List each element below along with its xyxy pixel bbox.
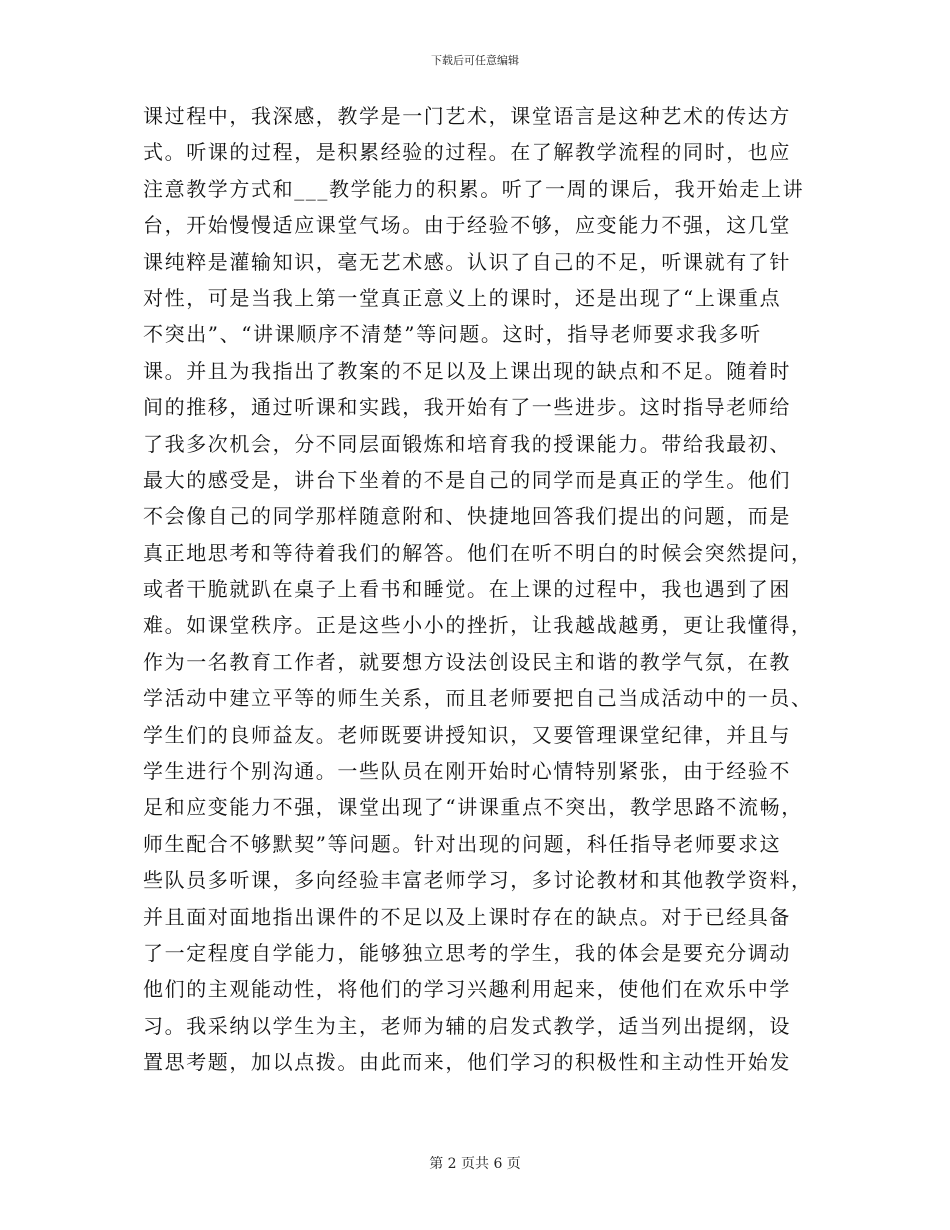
body-line: 学生进行个别沟通。一些队员在刚开始时心情特别紧张，由于经验不	[143, 759, 791, 784]
body-line: 式。听课的过程，是积累经验的过程。在了解教学流程的同时，也应	[143, 140, 791, 165]
body-line: 最大的感受是，讲台下坐着的不是自己的同学而是真正的学生。他们	[143, 467, 791, 492]
body-line: 作为一名教育工作者，就要想方设法创设民主和谐的教学气氛，在教	[143, 649, 791, 674]
body-line: 习。我采纳以学生为主，老师为辅的启发式教学，适当列出提纲，设	[143, 1013, 791, 1038]
body-line: 难。如课堂秩序。正是这些小小的挫折，让我越战越勇，更让我懂得，	[143, 613, 813, 638]
document-body	[143, 98, 813, 1081]
body-line: 或者干脆就趴在桌子上看书和睡觉。在上课的过程中，我也遇到了困	[143, 577, 791, 602]
body-line: 足和应变能力不强，课堂出现了“讲课重点不突出，教学思路不流畅，	[143, 795, 803, 820]
page-number-footer: 第 2 页共 6 页	[429, 1156, 521, 1172]
body-line: 并且面对面地指出课件的不足以及上课时存在的缺点。对于已经具备	[143, 904, 791, 929]
body-line: 真正地思考和等待着我们的解答。他们在听不明白的时候会突然提问，	[143, 540, 813, 565]
body-line: 学生们的良师益友。老师既要讲授知识，又要管理课堂纪律，并且与	[143, 722, 791, 747]
body-line: 了一定程度自学能力，能够独立思考的学生，我的体会是要充分调动	[143, 940, 791, 965]
body-line: 些队员多听课，多向经验丰富老师学习，多讨论教材和其他教学资料，	[143, 868, 813, 893]
body-line: 不突出”、“讲课顺序不清楚”等问题。这时，指导老师要求我多听	[143, 322, 762, 347]
body-line: 课纯粹是灌输知识，毫无艺术感。认识了自己的不足，听课就有了针	[143, 249, 791, 274]
body-line: 课过程中，我深感，教学是一门艺术，课堂语言是这种艺术的传达方	[143, 104, 791, 128]
body-line: 间的推移，通过听课和实践，我开始有了一些进步。这时指导老师给	[143, 395, 791, 420]
body-line: 师生配合不够默契”等问题。针对出现的问题，科任指导老师要求这	[143, 831, 782, 856]
body-line: 了我多次机会，分不同层面锻炼和培育我的授课能力。带给我最初、	[143, 431, 791, 456]
body-line: 不会像自己的同学那样随意附和、快捷地回答我们提出的问题，而是	[143, 504, 791, 529]
body-line: 课。并且为我指出了教案的不足以及上课出现的缺点和不足。随着时	[143, 358, 791, 383]
body-line: 注意教学方式和___教学能力的积累。听了一周的课后，我开始走上讲	[143, 176, 805, 201]
body-line: 置思考题，加以点拨。由此而来，他们学习的积极性和主动性开始发	[143, 1050, 791, 1075]
body-line: 他们的主观能动性，将他们的学习兴趣利用起来，使他们在欢乐中学	[143, 977, 791, 1002]
body-line: 对性，可是当我上第一堂真正意义上的课时，还是出现了“上课重点	[143, 285, 782, 310]
body-line: 台，开始慢慢适应课堂气场。由于经验不够，应变能力不强，这几堂	[143, 213, 791, 238]
page-header: 下载后可任意编辑	[431, 54, 519, 67]
body-line: 学活动中建立平等的师生关系，而且老师要把自己当成活动中的一员、	[143, 686, 813, 711]
